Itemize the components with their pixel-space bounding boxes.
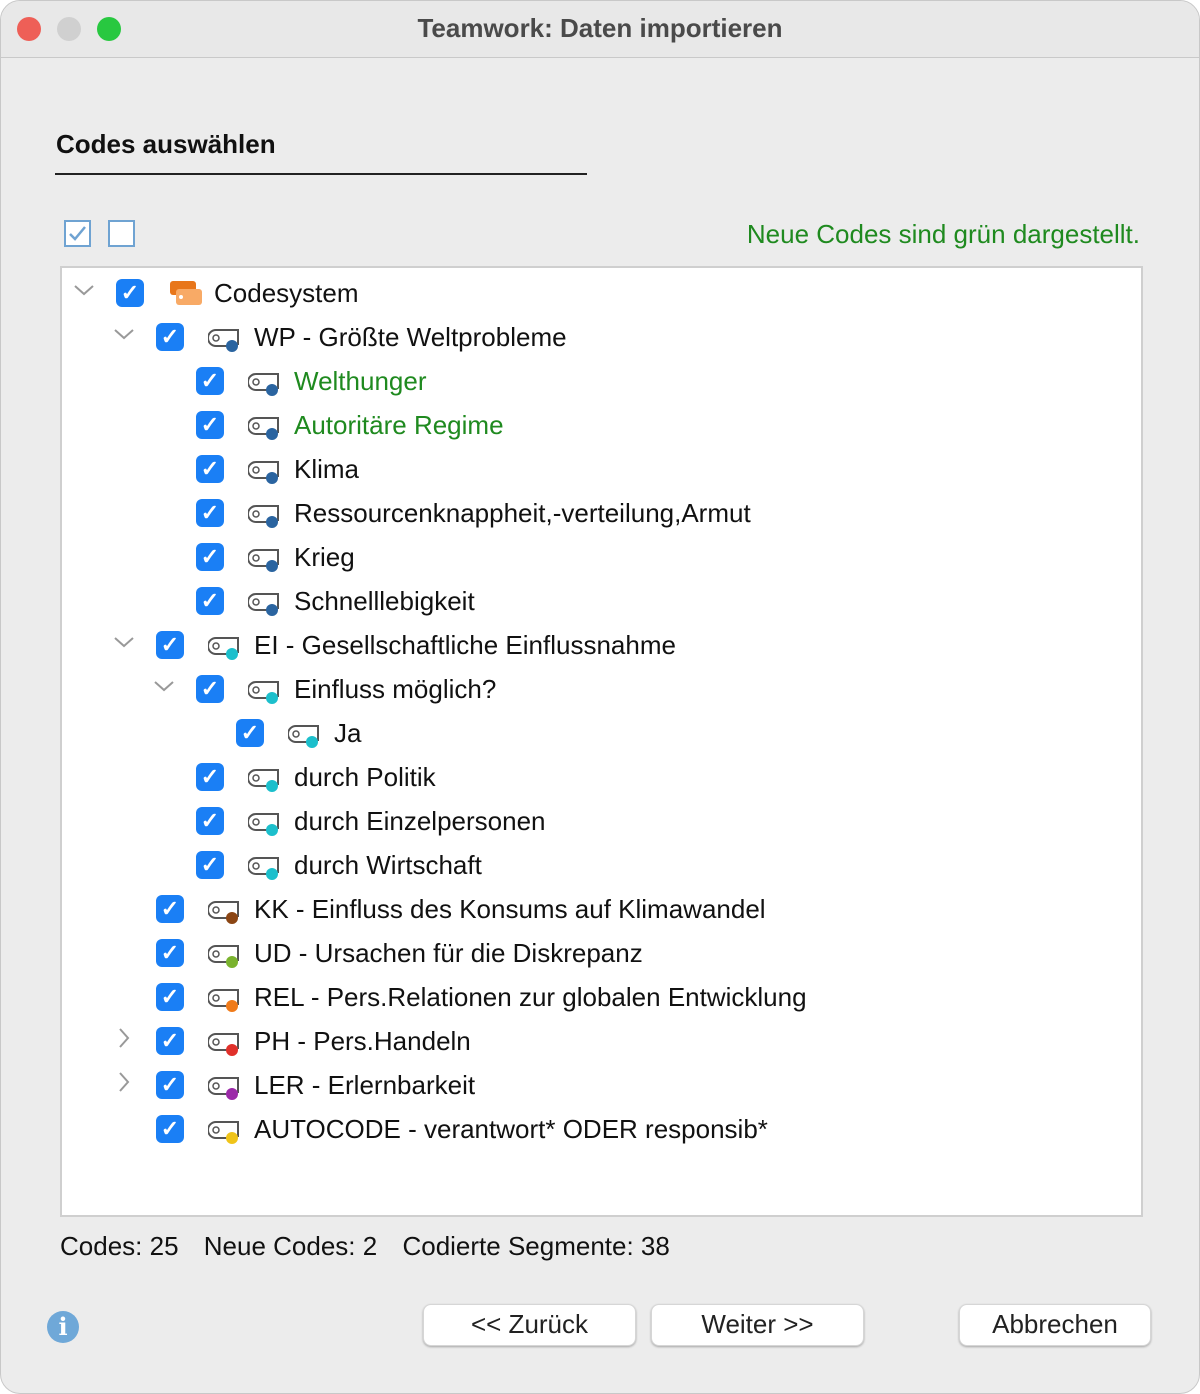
tree-row[interactable] xyxy=(62,798,1141,842)
code-icon xyxy=(248,855,282,879)
chevron-down-icon[interactable] xyxy=(112,630,136,654)
codes-count: Codes: 25 xyxy=(60,1231,179,1261)
code-label: REL - Pers.Relationen zur globalen Entwicklung xyxy=(254,982,807,1012)
new-codes-hint: Neue Codes sind grün dargestellt. xyxy=(746,219,1140,249)
code-icon xyxy=(208,635,242,659)
code-checkbox[interactable]: ✓ xyxy=(196,455,224,483)
code-label: Einfluss möglich? xyxy=(294,674,497,704)
code-label: Autoritäre Regime xyxy=(294,410,504,440)
code-label: Ressourcenknappheit,-verteilung,Armut xyxy=(294,498,751,528)
code-icon xyxy=(208,899,242,923)
cancel-button[interactable]: Abbrechen xyxy=(959,1304,1151,1346)
tree-row[interactable] xyxy=(62,490,1141,534)
code-tree[interactable] xyxy=(60,266,1143,1217)
tree-row[interactable] xyxy=(62,1106,1141,1150)
window-title: Teamwork: Daten importieren xyxy=(417,13,783,43)
tree-row[interactable] xyxy=(62,710,1141,754)
code-checkbox[interactable]: ✓ xyxy=(196,587,224,615)
code-label: durch Einzelpersonen xyxy=(294,806,546,836)
code-label: Krieg xyxy=(294,542,355,572)
code-checkbox[interactable]: ✓ xyxy=(196,807,224,835)
code-label: LER - Erlernbarkeit xyxy=(254,1070,476,1100)
code-label: Codesystem xyxy=(214,278,359,308)
code-icon xyxy=(248,503,282,527)
tree-row[interactable] xyxy=(62,842,1141,886)
code-icon xyxy=(248,547,282,571)
tree-row[interactable] xyxy=(62,270,1141,314)
code-label: KK - Einfluss des Konsums auf Klimawandel xyxy=(254,894,766,924)
code-checkbox[interactable]: ✓ xyxy=(196,367,224,395)
code-icon xyxy=(248,459,282,483)
code-checkbox[interactable]: ✓ xyxy=(196,499,224,527)
chevron-down-icon[interactable] xyxy=(112,322,136,346)
title-bar xyxy=(1,1,1199,58)
code-checkbox[interactable]: ✓ xyxy=(156,631,184,659)
chevron-right-icon[interactable] xyxy=(112,1070,136,1094)
code-checkbox[interactable]: ✓ xyxy=(116,279,144,307)
tree-row[interactable] xyxy=(62,1018,1141,1062)
code-checkbox[interactable]: ✓ xyxy=(156,983,184,1011)
deselect-all-checkbox[interactable] xyxy=(108,220,135,247)
code-icon xyxy=(248,811,282,835)
code-icon xyxy=(208,1119,242,1143)
code-icon xyxy=(208,1031,242,1055)
tree-row[interactable] xyxy=(62,754,1141,798)
tree-row[interactable] xyxy=(62,666,1141,710)
chevron-down-icon[interactable] xyxy=(152,674,176,698)
code-icon xyxy=(208,943,242,967)
code-label: durch Wirtschaft xyxy=(294,850,482,880)
code-checkbox[interactable]: ✓ xyxy=(196,543,224,571)
tree-row[interactable] xyxy=(62,402,1141,446)
code-icon xyxy=(248,371,282,395)
select-all-checkbox[interactable] xyxy=(64,220,91,247)
tree-row[interactable] xyxy=(62,886,1141,930)
tree-row[interactable] xyxy=(62,446,1141,490)
new-codes-count: Neue Codes: 2 xyxy=(203,1231,378,1261)
chevron-right-icon[interactable] xyxy=(112,1026,136,1050)
code-icon xyxy=(208,987,242,1011)
code-icon xyxy=(208,327,242,351)
code-checkbox[interactable]: ✓ xyxy=(236,719,264,747)
code-checkbox[interactable]: ✓ xyxy=(156,1115,184,1143)
code-checkbox[interactable]: ✓ xyxy=(156,895,184,923)
tree-row[interactable] xyxy=(62,974,1141,1018)
code-icon xyxy=(208,1075,242,1099)
code-label: Welthunger xyxy=(294,366,427,396)
section-divider xyxy=(55,173,587,175)
chevron-down-icon[interactable] xyxy=(72,278,96,302)
tree-row[interactable] xyxy=(62,314,1141,358)
code-label: UD - Ursachen für die Diskrepanz xyxy=(254,938,643,968)
code-icon xyxy=(248,679,282,703)
code-icon xyxy=(248,767,282,791)
code-checkbox[interactable]: ✓ xyxy=(196,763,224,791)
code-label: EI - Gesellschaftliche Einflussnahme xyxy=(254,630,676,660)
code-checkbox[interactable]: ✓ xyxy=(196,411,224,439)
tree-row[interactable] xyxy=(62,622,1141,666)
tree-row[interactable] xyxy=(62,930,1141,974)
info-icon[interactable]: i xyxy=(47,1311,79,1343)
checkmark-icon xyxy=(66,222,89,245)
code-label: WP - Größte Weltprobleme xyxy=(254,322,567,352)
code-icon xyxy=(248,591,282,615)
code-checkbox[interactable]: ✓ xyxy=(156,1027,184,1055)
code-label: AUTOCODE - verantwort* ODER responsib* xyxy=(254,1114,768,1144)
code-checkbox[interactable]: ✓ xyxy=(156,939,184,967)
section-title: Codes auswählen xyxy=(56,129,276,159)
tree-row[interactable] xyxy=(62,1062,1141,1106)
code-label: Ja xyxy=(334,718,362,748)
code-icon xyxy=(288,723,322,747)
code-icon xyxy=(248,415,282,439)
tree-row[interactable] xyxy=(62,534,1141,578)
code-label: Schnelllebigkeit xyxy=(294,586,475,616)
tree-row[interactable] xyxy=(62,578,1141,622)
codesystem-icon xyxy=(168,279,202,303)
coded-segments-count: Codierte Segmente: 38 xyxy=(402,1231,670,1261)
back-button[interactable]: << Zurück xyxy=(423,1304,636,1346)
code-checkbox[interactable]: ✓ xyxy=(156,323,184,351)
tree-row[interactable] xyxy=(62,358,1141,402)
code-label: PH - Pers.Handeln xyxy=(254,1026,471,1056)
code-label: durch Politik xyxy=(294,762,436,792)
code-checkbox[interactable]: ✓ xyxy=(156,1071,184,1099)
code-checkbox[interactable]: ✓ xyxy=(196,851,224,879)
status-bar xyxy=(60,1231,688,1262)
code-checkbox[interactable]: ✓ xyxy=(196,675,224,703)
code-label: Klima xyxy=(294,454,360,484)
next-button[interactable]: Weiter >> xyxy=(651,1304,864,1346)
